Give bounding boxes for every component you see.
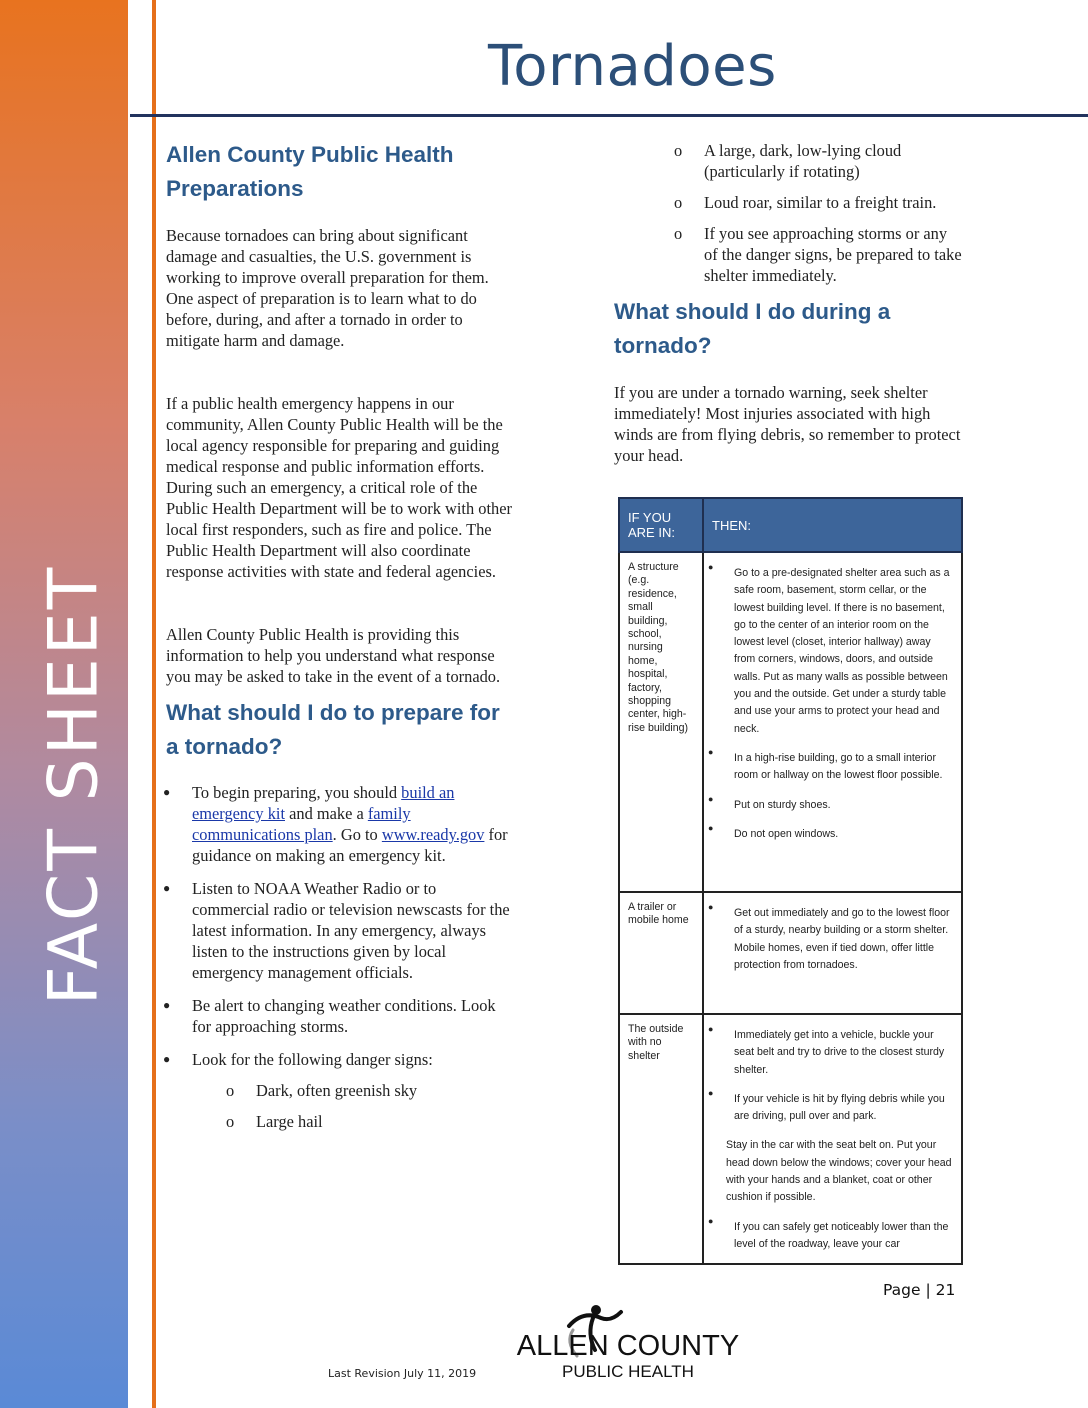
- page-number: Page | 21: [883, 1281, 956, 1299]
- action-item: ● Get out immediately and go to the lowest floor of a sturdy, nearby building or a storm shelter. Mobile homes, even if tied down, offer little protection from tornadoes.: [708, 905, 953, 974]
- circle-bullet-icon: o: [674, 141, 683, 160]
- bullet-icon: ●: [708, 1215, 714, 1226]
- heading-preparations: Allen County Public Health Preparations: [166, 142, 454, 201]
- table-header-row: [619, 498, 962, 552]
- header-location: IF YOU ARE IN:: [619, 498, 703, 552]
- table-row: [619, 552, 962, 892]
- list-item: ● Look for the following danger signs:: [163, 1050, 433, 1069]
- list-item: o If you see approaching storms or any of the danger signs, be prepared to take shelter immediately.: [674, 224, 962, 285]
- list-item: ● To begin preparing, you should build an emergency kit and make a family communications plan. Go to www.ready.gov for guidance on making an emergency kit.: [163, 783, 508, 865]
- action-item: ● Do not open windows.: [708, 826, 953, 843]
- fact-sheet-sidebar: [0, 0, 128, 1408]
- warning-paragraph: If you are under a tornado warning, seek shelter immediately! Most injuries associated with high winds are from flying debris, so remember to protect your head.: [614, 383, 961, 465]
- orange-divider: [152, 0, 156, 1408]
- table-row: [619, 892, 962, 1014]
- purpose-paragraph: Allen County Public Health is providing this information to help you understand what response you may be asked to take in the event of a tornado.: [166, 625, 501, 686]
- bullet-icon: ●: [708, 562, 714, 572]
- action-item: ● In a high-rise building, go to a small interior room or hallway on the lowest floor possible.: [708, 750, 953, 785]
- bullet-icon: ●: [708, 1024, 714, 1034]
- intro-paragraph: Because tornadoes can bring about significant damage and casualties, the U.S. government is working to improve overall preparation for them. One aspect of preparation is to learn what to do before, during, and after a tornado in order to mitigate harm and damage.: [166, 226, 489, 350]
- circle-bullet-icon: o: [226, 1081, 235, 1100]
- list-item: ● Listen to NOAA Weather Radio or to commercial radio or television newscasts for the latest information. In any emergency, always listen to the instructions given by local emergency management officials.: [163, 879, 510, 982]
- bullet-icon: ●: [708, 793, 714, 804]
- circle-bullet-icon: o: [226, 1112, 235, 1131]
- list-item: ● Be alert to changing weather conditions. Look for approaching storms.: [163, 996, 496, 1036]
- prepare-list: [163, 782, 516, 1070]
- circle-bullet-icon: o: [674, 224, 683, 243]
- header-action: THEN:: [703, 498, 962, 552]
- revision-date: Last Revision July 11, 2019: [328, 1367, 477, 1380]
- bullet-icon: ●: [163, 881, 171, 895]
- bullet-icon: ●: [708, 822, 714, 833]
- action-cell: [703, 892, 962, 1014]
- communications-plan-link[interactable]: family communications plan: [192, 804, 411, 844]
- circle-bullet-icon: o: [674, 193, 683, 212]
- shelter-table: [618, 497, 963, 1265]
- left-column: [163, 138, 516, 1132]
- allen-county-logo: [483, 1300, 773, 1390]
- emergency-kit-link[interactable]: build an emergency kit: [192, 783, 455, 823]
- action-item: ● If your vehicle is hit by flying debris while you are driving, pull over and park.: [708, 1091, 953, 1126]
- bullet-icon: ●: [708, 902, 714, 912]
- action-item: ● Immediately get into a vehicle, buckle your seat belt and try to drive to the closest sturdy shelter.: [708, 1027, 953, 1079]
- right-column: [614, 140, 964, 466]
- action-item: ● If you can safely get noticeably lower than the level of the roadway, leave your car: [708, 1219, 953, 1254]
- list-item: o Large hail: [226, 1112, 323, 1131]
- condition-cell: A trailer or mobile home: [619, 892, 703, 1014]
- action-item: ● Go to a pre-designated shelter area such as a safe room, basement, storm cellar, or the lowest building level. If there is no basement, go to the center of an interior room on the lowest level (closet, interior hallway) away from corners, windows, doors, and outside walls. Put as many walls as possible between you and the outside. Get under a sturdy table and use your arms to protect your head and neck.: [708, 565, 953, 738]
- action-item: Stay in the car with the seat belt on. Put your head down below the windows; cover your head with your hands and a blanket, coat or other cushion if possible.: [726, 1139, 952, 1204]
- bullet-icon: ●: [708, 1087, 714, 1098]
- bullet-icon: ●: [163, 785, 171, 799]
- agency-paragraph: If a public health emergency happens in our community, Allen County Public Health will be the local agency responsible for preparing and guiding medical response and public information efforts. During such an emergency, a critical role of the Public Health Department will be to work with other local first responders, such as fire and police. The Public Health Department will also coordinate response activities with state and federal agencies.: [166, 394, 512, 581]
- action-cell: [703, 1014, 962, 1264]
- condition-cell: The outside with no shelter: [619, 1014, 703, 1264]
- bullet-icon: ●: [163, 998, 171, 1012]
- title-rule: [130, 114, 1088, 117]
- action-cell: [703, 552, 962, 892]
- logo-line-2: PUBLIC HEALTH: [562, 1362, 694, 1381]
- list-item: o Dark, often greenish sky: [226, 1081, 418, 1100]
- danger-signs-list: [166, 1080, 516, 1132]
- table-row: [619, 1014, 962, 1264]
- logo-line-1: ALLEN COUNTY: [516, 1330, 740, 1362]
- list-item: o A large, dark, low-lying cloud (particularly if rotating): [674, 141, 902, 181]
- condition-cell: A structure (e.g. residence, small building, school, nursing home, hospital, factory, shopping center, high-rise building): [619, 552, 703, 892]
- heading-during: What should I do during a tornado?: [614, 299, 891, 358]
- heading-prepare: What should I do to prepare for a tornado?: [166, 700, 500, 759]
- page-title: Tornadoes: [488, 34, 777, 99]
- bullet-icon: ●: [163, 1052, 171, 1066]
- action-item: ● Put on sturdy shoes.: [708, 797, 953, 814]
- danger-signs-continued: [588, 140, 964, 286]
- sidebar-label: FACT SHEET: [34, 564, 114, 1006]
- ready-gov-link[interactable]: www.ready.gov: [381, 825, 485, 844]
- bullet-icon: ●: [708, 746, 714, 757]
- list-item: o Loud roar, similar to a freight train.: [674, 193, 937, 212]
